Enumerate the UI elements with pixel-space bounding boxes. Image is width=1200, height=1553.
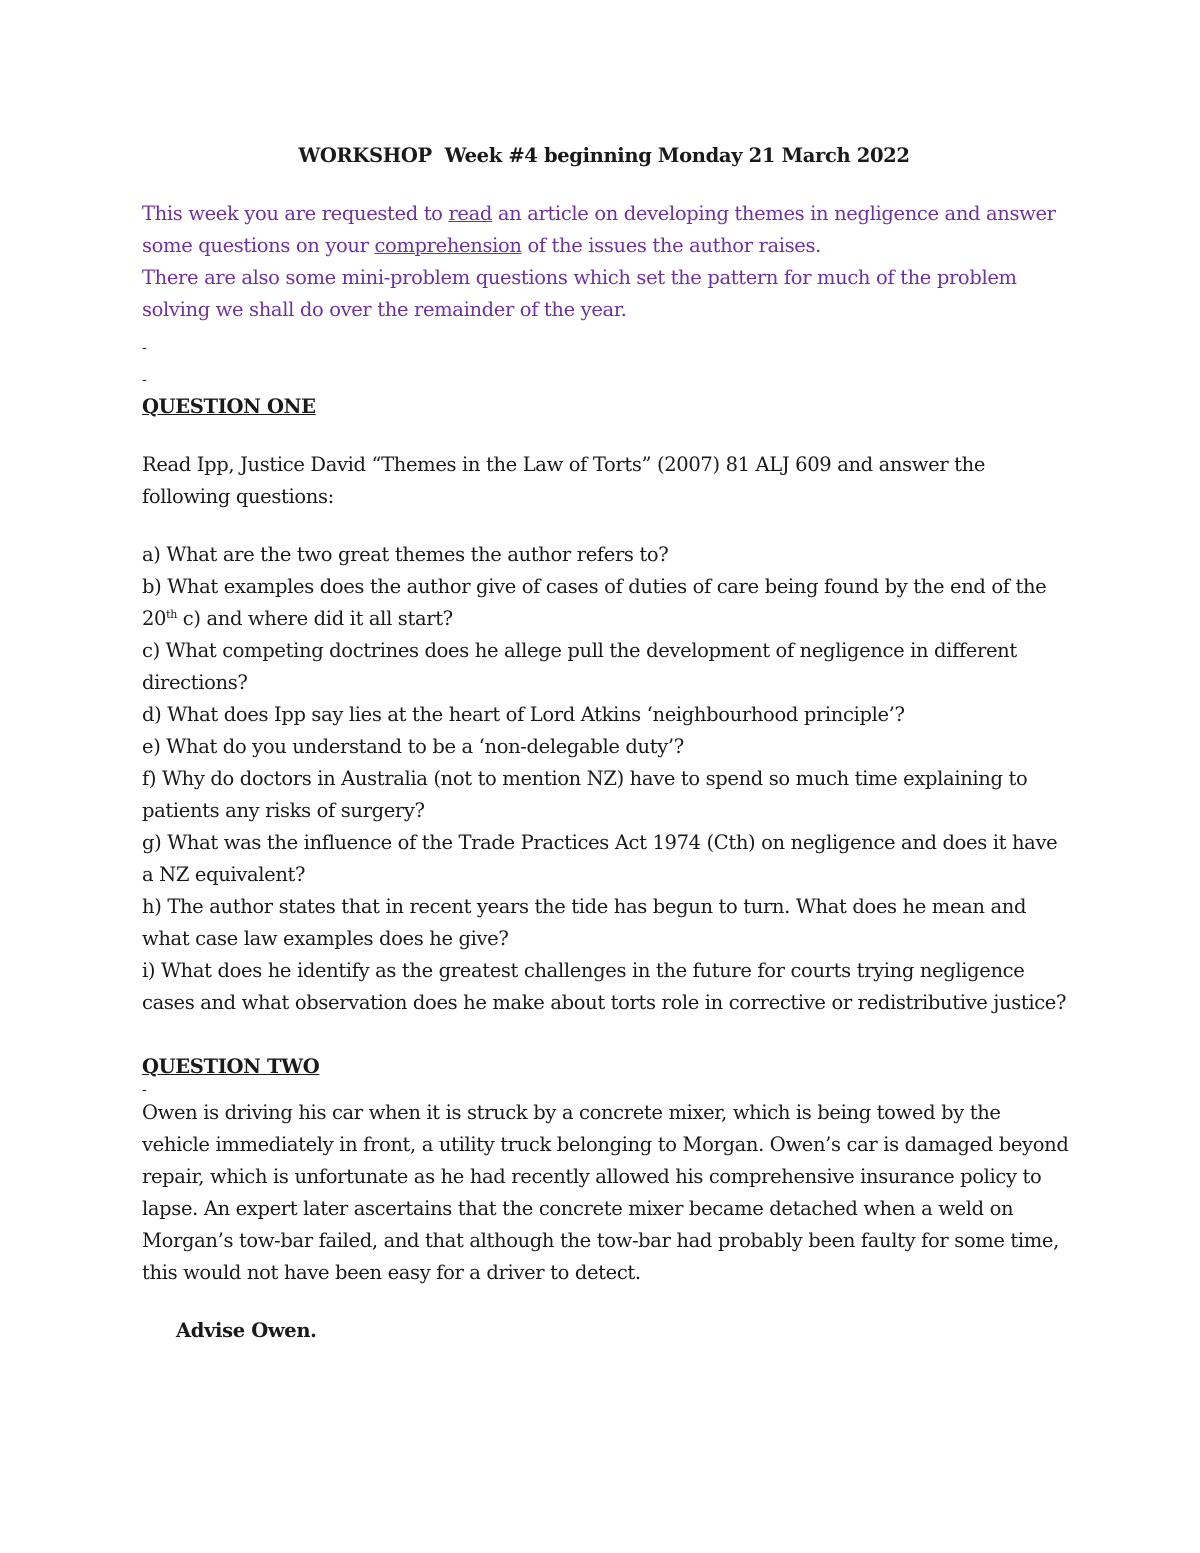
question-one-heading: QUESTION ONE xyxy=(142,395,316,418)
question-item-c: c) What competing doctrines does he allege pull the development of negligence in different directions? xyxy=(142,639,1017,694)
dash-separator-1: - xyxy=(142,340,147,356)
comprehension-link: comprehension xyxy=(374,234,522,257)
question-item-d: d) What does Ipp say lies at the heart of Lord Atkins ‘neighbourhood principle’? xyxy=(142,703,905,726)
intro-text-3: of the issues the author raises. xyxy=(521,234,821,257)
question-two-body: Owen is driving his car when it is struck by a concrete mixer, which is being towed by the vehicle immediately in front, a utility truck belonging to Morgan. Owen’s car is damaged beyond repair, which is unfortunate as he had recently allowed his comprehensive insurance policy to lapse. An expert later ascertains that the concrete mixer became detached when a weld on Morgan’s tow-bar failed, and that although the tow-bar had probably been faulty for some time, this would not have been easy for a driver to detect. xyxy=(142,1101,1069,1284)
question-item-g: g) What was the influence of the Trade Practices Act 1974 (Cth) on negligence and does it have a NZ equivalent? xyxy=(142,831,1058,886)
dash-separator-3: - xyxy=(142,1082,147,1098)
question-item-h: h) The author states that in recent years the tide has begun to turn. What does he mean and what case law examples does he give? xyxy=(142,895,1027,950)
question-item-b-sup: th xyxy=(166,608,177,621)
question-item-f: f) Why do doctors in Australia (not to mention NZ) have to spend so much time explaining to patients any risks of surgery? xyxy=(142,767,1028,822)
question-item-i: i) What does he identify as the greatest challenges in the future for courts trying negligence cases and what observation does he make about torts role in corrective or redistributive justice? xyxy=(142,959,1067,1014)
document-page xyxy=(142,140,1072,1347)
question-item-a: a) What are the two great themes the author refers to? xyxy=(142,543,669,566)
intro-text-4: There are also some mini-problem questions which set the pattern for much of the problem solving we shall do over the remainder of the year. xyxy=(142,266,1017,321)
workshop-title: WORKSHOP Week #4 beginning Monday 21 March 2022 xyxy=(298,144,910,167)
question-two-heading: QUESTION TWO xyxy=(142,1055,320,1078)
intro-text-1: This week you are requested to xyxy=(142,202,449,225)
dash-separator-2: - xyxy=(142,372,147,388)
question-item-e: e) What do you understand to be a ‘non-delegable duty’? xyxy=(142,735,684,758)
question-one-instruction: Read Ipp, Justice David “Themes in the Law of Torts” (2007) 81 ALJ 609 and answer the following questions: xyxy=(142,453,986,508)
read-link: read xyxy=(448,202,493,225)
question-item-b xyxy=(142,571,1072,635)
intro-text-2: an article on developing themes in negligence and answer some questions on your xyxy=(142,202,1056,257)
question-item-b-text: b) What examples does the author give of cases of duties of care being found by the end of the 20 xyxy=(142,575,1047,630)
intro-paragraph xyxy=(142,198,1072,326)
advise-instruction: Advise Owen. xyxy=(176,1319,317,1342)
question-item-b-tail: c) and where did it all start? xyxy=(176,607,453,630)
question-one-list xyxy=(142,539,1072,1019)
